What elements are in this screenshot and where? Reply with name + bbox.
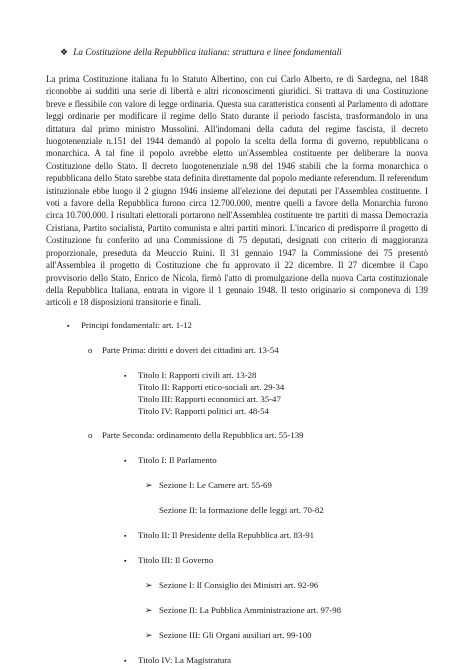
outline-item-titolo	[124, 370, 256, 380]
square-bullet-icon: ▪	[124, 657, 127, 665]
outline-item-titolo	[138, 394, 281, 404]
outline-item-principi	[67, 320, 192, 330]
arrow-bullet-icon: ➢	[145, 630, 153, 640]
intro-text: La prima Costituzione italiana fu lo Statuto Albertino, con cui Carlo Alberto, re di Sardegna, nel 1848 riconobbe ai sudditi una serie di libertà e altri riconoscimenti giuridici. Si trattava di una Costituzione breve e flessibile con valore di legge ordinaria. Questa sua caratteristica consentì al Parlamento di adottare leggi ordinarie per modificare il regime dello Stato durante il periodo fascista, trasformandolo in una dittatura dal primo ministro Mussolini. All'indomani della caduta del regime fascista, il decreto luogotenenziale n.151 del 1944 demandò al popolo la scelta della forma di governo, repubblicana o monarchica. A tal fine il popolo avrebbe eletto un'Assemblea costituente per deliberare la nuova Costituzione dello Stato. Il decreto luogotenenziale n.98 del 1946 stabilì che la forma monarchica o repubblicana dello Stato sarebbe stata definita direttamente dal popolo mediante referendum. Il referendum istituzionale ebbe luogo il 2 giugno 1946 insieme all'elezione dei deputati per l'Assemblea costituente. I voti a favore della Repubblica furono circa 12.700.000, mentre quelli a favore della Monarchia furono circa 10.700.000. I risultati elettorali portarono nell'Assemblea costituente tre partiti di massa Democrazia Cristiana, Partito socialista, Partito comunista e altri partiti minori. L'incarico di predisporre il progetto di Costituzione fu conferito ad una Commissione di 75 deputati, designati con criterio di maggioranza proporzionale, preseduta da Meuccio Ruini. Il 31 gennaio 1947 la Commissione dei 75 presentò all'Assemblea il progetto di Costituzione che fu approvato il 22 dicembre. Il 27 dicembre il Capo provvisorio dello Stato, Enrico de Nicola, firmò l'atto di promulgazione della nuova Carta costituzionale della Repubblica Italiana, entrata in vigore il 1 gennaio 1948. Il testo originario si componeva di 139 articoli e 18 disposizioni transitorie e finali.	[46, 74, 428, 308]
square-bullet-icon: ▪	[124, 557, 127, 565]
outline-item-text: Titolo II: Il Presidente della Repubblica art. 83-91	[138, 530, 315, 540]
intro-paragraph	[46, 73, 428, 309]
outline-item-titolo-magistratura	[124, 655, 231, 665]
square-bullet-icon: ▪	[124, 457, 127, 465]
outline-item-titolo-governo	[124, 555, 213, 565]
square-bullet-icon: ▪	[67, 322, 70, 330]
section-heading-text: La Costituzione della Repubblica italiana: struttura e linee fondamentali	[73, 47, 342, 57]
outline-item-sezione	[145, 630, 312, 641]
outline-item-text: Parte Seconda: ordinamento della Repubblica art. 55-139	[102, 430, 304, 440]
outline-item-text: Sezione I: Le Camere art. 55-69	[159, 480, 272, 490]
diamond-bullet-icon: ❖	[60, 47, 69, 57]
outline-item-text: Titolo IV: La Magistratura	[138, 655, 232, 665]
arrow-bullet-icon: ➢	[145, 480, 153, 490]
outline-item-sezione	[159, 505, 324, 515]
outline-item-sezione	[145, 580, 318, 591]
outline-item-text: Sezione II: la formazione delle leggi art. 70-82	[159, 505, 324, 515]
outline-item-text: Sezione III: Gli Organi ausiliari art. 99-100	[159, 630, 312, 640]
outline-item-sezione	[145, 605, 341, 616]
outline-item-titolo	[138, 406, 269, 416]
outline-item-text: Titolo I: Il Parlamento	[138, 455, 217, 465]
circle-bullet-icon: o	[88, 345, 93, 355]
outline-item-text: Titolo III: Il Governo	[138, 555, 214, 565]
outline-item-titolo-parlamento	[124, 455, 217, 465]
outline-item-text: Principi fondamentali: art. 1-12	[81, 320, 192, 330]
outline-item-parte-prima	[88, 345, 279, 355]
square-bullet-icon: ▪	[124, 372, 127, 380]
outline-item-text: Titolo III: Rapporti economici art. 35-47	[138, 394, 281, 404]
outline-item-text: Sezione II: La Pubblica Amministrazione art. 97-98	[159, 605, 341, 615]
arrow-bullet-icon: ➢	[145, 580, 153, 590]
circle-bullet-icon: o	[88, 430, 93, 440]
arrow-bullet-icon: ➢	[145, 605, 153, 615]
section-heading	[60, 47, 342, 58]
outline-item-parte-seconda	[88, 430, 304, 440]
outline-item-text: Parte Prima: diritti e doveri dei cittadini art. 13-54	[102, 345, 279, 355]
outline-item-titolo-presidente	[124, 530, 314, 540]
outline-item-text: Titolo II: Rapporti etico-sociali art. 29-34	[138, 382, 285, 392]
square-bullet-icon: ▪	[124, 532, 127, 540]
outline-item-titolo	[138, 382, 284, 392]
outline-item-text: Titolo I: Rapporti civili art. 13-28	[138, 370, 257, 380]
outline-item-text: Titolo IV: Rapporti politici art. 48-54	[138, 406, 269, 416]
outline-item-text: Sezione I: Il Consiglio dei Ministri art. 92-96	[159, 580, 319, 590]
outline-item-sezione	[145, 480, 272, 491]
